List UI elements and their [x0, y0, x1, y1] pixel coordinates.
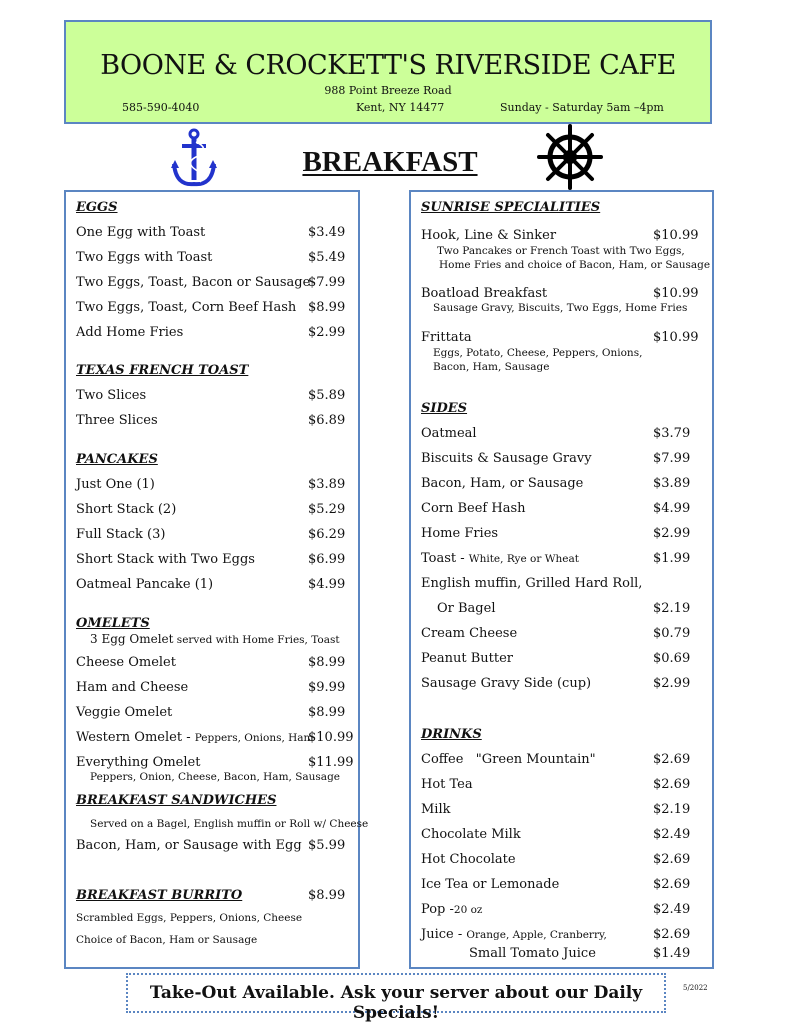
menu-item-name: Juice - [421, 927, 467, 942]
menu-item-note: Eggs, Potato, Cheese, Peppers, Onions, [433, 347, 643, 359]
menu-item-price: $3.79 [653, 426, 691, 441]
menu-item-price: $2.69 [653, 927, 691, 942]
menu-item-name: Cheese Omelet [76, 655, 176, 670]
menu-item-price: $2.19 [653, 601, 691, 616]
cafe-city: Kent, NY 14477 [356, 101, 445, 114]
menu-item-price: $3.49 [308, 225, 346, 240]
menu-item-name: Short Stack with Two Eggs [76, 552, 255, 567]
menu-item-detail: Orange, Apple, Cranberry, [466, 929, 607, 941]
date-code: 5/2022 [683, 984, 708, 992]
menu-item-name: Frittata [421, 330, 472, 345]
right-menu-panel [409, 190, 714, 969]
menu-item-detail: Peppers, Onions, Ham [194, 732, 314, 744]
menu-item-name: Toast - [421, 551, 469, 566]
page-title: BREAKFAST [302, 146, 478, 178]
section-title-drinks: DRINKS [421, 727, 482, 742]
menu-item-price: $6.89 [308, 413, 346, 428]
menu-item-price: $5.89 [308, 388, 346, 403]
menu-item-price: $4.99 [653, 501, 691, 516]
menu-item-name: Coffee "Green Mountain" [421, 752, 596, 767]
menu-item-name: Sausage Gravy Side (cup) [421, 676, 592, 691]
menu-item-price: $7.99 [653, 451, 691, 466]
menu-item-detail: White, Rye or Wheat [468, 553, 579, 565]
cafe-address: 988 Point Breeze Road [324, 84, 452, 97]
takeout-text: Take-Out Available. Ask your server about our Daily Specials! [149, 983, 643, 1023]
menu-item-price: $5.29 [308, 502, 346, 517]
menu-item-price: $2.99 [653, 676, 691, 691]
omelet-note-main: 3 Egg Omelet [90, 632, 174, 646]
menu-item-price: $6.29 [308, 527, 346, 542]
menu-item-name: Milk [421, 802, 451, 817]
menu-item-note: Bacon, Ham, Sausage [433, 361, 550, 373]
omelet-note [90, 632, 340, 646]
section-title-burrito: BREAKFAST BURRITO [76, 888, 243, 903]
menu-item-price: $10.99 [653, 228, 699, 243]
menu-item-note: Sausage Gravy, Biscuits, Two Eggs, Home Fries [433, 302, 688, 314]
menu-item-price: $8.99 [308, 705, 346, 720]
section-title-sandwiches: BREAKFAST SANDWICHES [76, 793, 277, 808]
menu-item-name: Hook, Line & Sinker [421, 228, 557, 243]
cafe-hours: Sunday - Saturday 5am –4pm [500, 101, 664, 114]
menu-item-name: Pop - [421, 902, 454, 917]
menu-item-name: Two Eggs with Toast [76, 250, 213, 265]
section-title-pancakes: PANCAKES [76, 452, 158, 467]
menu-item-name: Corn Beef Hash [421, 501, 526, 516]
menu-item-name: Peanut Butter [421, 651, 513, 666]
menu-item-price: $3.89 [653, 476, 691, 491]
menu-item-name: Oatmeal [421, 426, 477, 441]
left-menu-panel [64, 190, 369, 969]
menu-item-name: Or Bagel [437, 601, 496, 616]
menu-item-price: $2.69 [653, 777, 691, 792]
menu-item-name: Home Fries [421, 526, 499, 541]
menu-item-note: Two Pancakes or French Toast with Two Eggs, [437, 245, 685, 257]
menu-item-price: $8.99 [308, 300, 346, 315]
menu-item-name: Short Stack (2) [76, 502, 177, 517]
menu-item-toast [421, 551, 579, 566]
menu-item-price: $9.99 [308, 680, 346, 695]
burrito-price: $8.99 [308, 888, 346, 903]
menu-item-price: $7.99 [308, 275, 346, 290]
menu-item-name: Everything Omelet [76, 755, 201, 770]
menu-item-price: $2.19 [653, 802, 691, 817]
menu-item-name: Two Eggs, Toast, Bacon or Sausage [76, 275, 311, 290]
menu-item-price: $2.49 [653, 902, 691, 917]
menu-item-name: Small Tomato Juice [469, 946, 596, 961]
menu-item-price: $2.69 [653, 877, 691, 892]
menu-item-juice [421, 927, 607, 942]
menu-item-name: Veggie Omelet [76, 705, 173, 720]
menu-item-name: Ham and Cheese [76, 680, 189, 695]
menu-item-price: $2.49 [653, 827, 691, 842]
menu-item-name: English muffin, Grilled Hard Roll, [421, 576, 643, 591]
menu-item-name: Boatload Breakfast [421, 286, 548, 301]
section-title-sunrise: SUNRISE SPECIALITIES [421, 200, 601, 215]
menu-item-name: Add Home Fries [76, 325, 184, 340]
menu-item-pop [421, 902, 482, 917]
menu-item-price: $1.49 [653, 946, 691, 961]
menu-item-price: $10.99 [308, 730, 354, 745]
menu-item-name: Three Slices [76, 413, 158, 428]
menu-item-price: $4.99 [308, 577, 346, 592]
menu-item-price: $2.69 [653, 852, 691, 867]
menu-item-name: Chocolate Milk [421, 827, 521, 842]
menu-item-name: Two Slices [76, 388, 147, 403]
everything-omelet-note: Peppers, Onion, Cheese, Bacon, Ham, Sausage [90, 771, 341, 783]
menu-item-note: Home Fries and choice of Bacon, Ham, or Sausage [439, 259, 711, 271]
menu-item-name: Just One (1) [76, 477, 155, 492]
takeout-banner [126, 973, 666, 1023]
menu-item-price: $0.69 [653, 651, 691, 666]
omelet-note-sub: served with Home Fries, Toast [173, 634, 340, 646]
burrito-note-2: Choice of Bacon, Ham or Sausage [76, 934, 258, 946]
menu-item-price: $2.99 [653, 526, 691, 541]
menu-item-name: Bacon, Ham, or Sausage [421, 476, 584, 491]
menu-item-price: $2.69 [653, 752, 691, 767]
menu-item-price: $10.99 [653, 286, 699, 301]
menu-item-name: Western Omelet - [76, 730, 195, 745]
menu-item-price: $1.99 [653, 551, 691, 566]
menu-item-name: Bacon, Ham, or Sausage with Egg [76, 838, 302, 853]
menu-item-name: One Egg with Toast [76, 225, 206, 240]
menu-item-price: $8.99 [308, 655, 346, 670]
section-title-french-toast: TEXAS FRENCH TOAST [76, 363, 249, 378]
header-box [64, 20, 712, 124]
sandwich-note: Served on a Bagel, English muffin or Roll w/ Cheese [90, 818, 369, 830]
cafe-phone: 585-590-4040 [122, 101, 200, 114]
menu-item-name: Hot Chocolate [421, 852, 516, 867]
menu-item-price: $5.99 [308, 838, 346, 853]
anchor-icon [170, 128, 218, 188]
menu-item-name: Biscuits & Sausage Gravy [421, 451, 592, 466]
menu-item-price: $3.89 [308, 477, 346, 492]
menu-item-price: $0.79 [653, 626, 691, 641]
menu-item-name: Full Stack (3) [76, 527, 166, 542]
section-title-sides: SIDES [421, 401, 468, 416]
menu-item-price: $6.99 [308, 552, 346, 567]
menu-item-price: $5.49 [308, 250, 346, 265]
section-title-eggs: EGGS [76, 200, 118, 215]
menu-item-name: Ice Tea or Lemonade [421, 877, 560, 892]
menu-item-price: $11.99 [308, 755, 354, 770]
ship-wheel-icon [537, 124, 603, 190]
menu-item-name: Oatmeal Pancake (1) [76, 577, 214, 592]
menu-item-detail: 20 oz [453, 904, 483, 916]
cafe-name: BOONE & CROCKETT'S RIVERSIDE CAFE [100, 50, 676, 81]
section-title-omelets: OMELETS [76, 616, 150, 631]
menu-item-name: Cream Cheese [421, 626, 518, 641]
menu-item-price: $2.99 [308, 325, 346, 340]
burrito-note-1: Scrambled Eggs, Peppers, Onions, Cheese [76, 912, 303, 924]
menu-item-price: $10.99 [653, 330, 699, 345]
menu-item-name: Two Eggs, Toast, Corn Beef Hash [76, 300, 297, 315]
menu-item-western [76, 730, 314, 745]
menu-item-name: Hot Tea [421, 777, 473, 792]
